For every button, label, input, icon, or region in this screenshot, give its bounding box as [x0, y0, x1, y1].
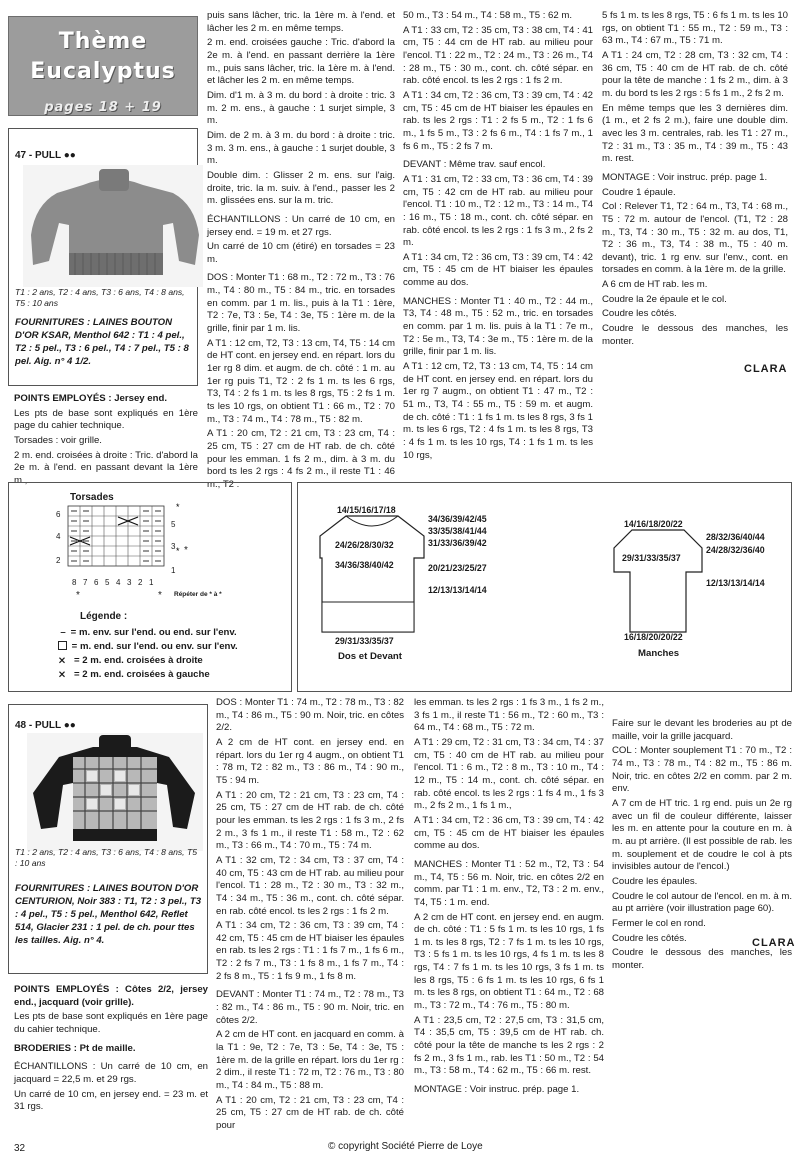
sleeve-height-3: 12/13/13/14/14 [706, 578, 765, 588]
cross-left-icon: ⨯ [58, 668, 67, 680]
item48-supplies: FOURNITURES : LAINES BOUTON D'OR CENTURION, Noir 383 : T1, T2 : 3 pel., T3 : 4 pel., T5 : 5 pel., Menthol 642, Reflet 514, Glacier 231 : 1 pel. de ch. pour ttes les tailles. Aig. n° 4. [15, 883, 202, 946]
item47-col2-p7: DOS : Monter T1 : 68 m., T2 : 72 m., T3 : 76 m., T4 : 80 m., T5 : 84 m., tric. en torsades en comm. par 1 m. lis., puis à la T1 : 1ère, T2 : 7e, T3 : 5e, T4 : 3e, T5 : 1ère m. de la grille, finir par 1 m. lis. [207, 272, 395, 335]
item47-col1-p0: POINTS EMPLOYÉS : Jersey end. [14, 393, 168, 404]
svg-text:*: * [176, 502, 180, 512]
item48-col3-p4: A 2 cm de HT cont. en jersey end. en augm. de ch. côté : T1 : 5 fs 1 m. ts les 10 rgs, 1 fs 1 m. ts les 8 rgs, T2 : 7 fs 1 m. ts les 10 rgs, T3 : 5 fs 1 m. ts les 10 rgs, 4 fs 1 m. ts les 8 rgs, T4 : 7 fs 1 m. ts les 10 rgs, 3 fs 1 m. ts les 8 rgs, T5 : 6 fs 1 m. ts les 10 rgs, 6 fs 1 m. ts les 8 rgs, on obtient T1 : 64 m., T2 : 68 m., T3 : 72 m., T4 : 76 m., T5 : 80 m. [414, 911, 604, 1012]
body-top-width: 14/15/16/17/18 [337, 505, 396, 515]
item47-col2-p6: Un carré de 10 cm (étiré) en torsades = 23 m. [207, 241, 395, 265]
legend-item-cross-left-text: = 2 m. end. croisées à gauche [74, 668, 210, 680]
empty-square-icon [58, 641, 67, 650]
item47-col4-p2: En même temps que les 3 dernières dim. (1 m., et 2 fs 2 m.), faire une double dim. avec les 3 m. centrales, rab. les T1 : 27 m., T2 : 31 m., T3 : 35 m., T4 : 39 m., T5 : 43 m. rest. [602, 102, 788, 165]
body-height-1: 34/36/39/42/45 [428, 514, 487, 524]
torsades-col-8: 8 [72, 578, 77, 587]
item47-col3-p5: A T1 : 34 cm, T2 : 36 cm, T3 : 39 cm, T4 : 42 cm, T5 : 45 cm de HT biaiser les épaules comme au dos. [403, 251, 593, 289]
item47-signature: CLARA [744, 363, 788, 375]
cross-right-icon: ⨯ [58, 654, 67, 666]
body-height-4: 20/21/23/25/27 [428, 563, 487, 573]
item47-col4-p7: Coudre la 2e épaule et le col. [602, 293, 727, 305]
torsades-star-right: * [158, 590, 162, 601]
item47-col3-p0: 50 m., T3 : 54 m., T4 : 58 m., T5 : 62 m. [403, 10, 573, 21]
item47-col3-p2: A T1 : 34 cm, T2 : 36 cm, T3 : 39 cm, T4 : 42 cm, T5 : 45 cm de HT biaiser les épaules en rab. ts les 2 rgs : T1 : 2 fs 5 m., T2 : 1 fs 6 m., 1 fs 5 m., T3 : 2 fs 6 m., T4 : 1 fs 7 m., 1 fs 6 m., T5 : 2 fs 7 m. [403, 89, 593, 152]
torsades-col-5: 5 [105, 578, 110, 587]
torsades-row-1: 1 [171, 566, 176, 575]
item47-col3-p6: MANCHES : Monter T1 : 40 m., T2 : 44 m., T3, T4 : 48 m., T5 : 52 m., tric. en torsades en comm. par 1 m. lis. puis à la T1 : 7e m., T2 : 5e m., T3, T4 : 3e m., T5 : 1ère m. de la grille, finir par 1 m. lis. [403, 295, 593, 358]
body-neck-depth: 24/26/28/30/32 [335, 540, 394, 550]
item47-col3 [403, 10, 593, 464]
item47-col1-p1: Les pts de base sont expliqués en 1ère page du cahier technique. [14, 407, 198, 432]
item48-col1-p4: Un carré de 10 cm, en jersey end. = 23 m. et 31 rgs. [14, 1088, 208, 1113]
item47-col3-p7: A T1 : 12 cm, T2, T3 : 13 cm, T4, T5 : 14 cm de HT cont. en jersey end. en répart. lors du 1er rg 7 augm., on obtient T1 : 47 m., T2 : 51 m., T3, T4 : 55 m., T5 : 59 m. et augm. de ch. côté : T1 : 1 fs 1 m. ts les 8 rgs, 3 fs 1 m. ts les 6 rgs, T2 : 4 fs 1 m. ts les 8 rgs, T3 : 4 fs 1 m. ts les 10 rgs, T4 : 1 fs 1 m. ts les 10 rgs, [403, 361, 593, 461]
sleeve-bottom-width: 16/18/20/20/22 [624, 632, 683, 642]
item48-col4-p0: Faire sur le devant les broderies au pt de maille, voir la grille jacquard. [612, 718, 792, 742]
sleeve-mid-width: 29/31/33/35/37 [622, 553, 681, 563]
item47-col2 [207, 10, 395, 494]
item47-col3-p1: A T1 : 33 cm, T2 : 35 cm, T3 : 38 cm, T4 : 41 cm, T5 : 44 cm de HT rab. au milieu pour l'encol. T1 : 22 m., T2 : 24 m., T3 : 26 m., T4 : 28 m., T5 : 30 m., cont. ch. côté sépar. en rab. côté encol. ts les 2 rgs : 1 fs 2 m. [403, 24, 593, 87]
theme-header [8, 16, 198, 116]
item47-col1 [14, 393, 198, 490]
item48-sweater-photo [27, 733, 203, 851]
item48-title: 48 - PULL ●● [15, 720, 76, 731]
item48-col4-p6: Coudre les côtés. [612, 932, 687, 944]
legend-item-knit-text: = m. end. sur l'end. ou env. sur l'env. [71, 640, 238, 652]
legend-item-cross-left [58, 668, 238, 682]
legend-list [58, 626, 238, 682]
item48-signature: CLARA [752, 937, 796, 949]
item48-col1-p2: BRODERIES : Pt de maille. [14, 1042, 136, 1054]
item48-col4-p3: Coudre les épaules. [612, 875, 698, 887]
torsades-row-2: 2 [56, 556, 61, 565]
item47-col2-p2: Dim. d'1 m. à 3 m. du bord : à droite : tric. 3 m. 2 m. ens., à gauche : 1 surjet simple, 3 m. [207, 89, 395, 127]
item48-col2-p6: A 2 cm de HT cont. en jacquard en comm. à la T1 : 9e, T2 : 7e, T3 : 5e, T4 : 3e, T5 : 1ère m. de la grille en répart. lors du 1er rg : 2 dim., il reste T1 : 72 m, T2 : 76 m., T3 : 80 m., T4 : 84 m., T5 : 88 m. [216, 1029, 404, 1092]
legend-title: Légende : [80, 611, 128, 622]
item48-col4-p5: Fermer le col en rond. [612, 917, 706, 929]
torsades-row-5: 5 [171, 520, 176, 529]
item48-col2-p4: A T1 : 34 cm, T2 : 36 cm, T3 : 39 cm, T4 : 42 cm, T5 : 45 cm de HT biaiser les épaules en rab. ts les 2 rgs : T1 : 1 fs 7 m., 1 fs 6 m., T2 : 2 fs 7 m., T3 : 1 fs 8 m., 1 fs 7 m., T4 : 2 fs 8 m., T5 : 1 fs 9 m., 1 fs 8 m. [216, 920, 404, 982]
item48-col1-p3: ÉCHANTILLONS : Un carré de 10 cm, en jacquard = 22,5 m. et 29 rgs. [14, 1061, 208, 1085]
item47-title: 47 - PULL ●● [15, 150, 76, 161]
item47-supplies: FOURNITURES : LAINES BOUTON D'OR KSAR, Menthol 642 : T1 : 4 pel., T2 : 5 pel., T3 : 6 pel., T4 : 7 pel., T5 : 8 pel. Aig. n° 4 1/2. [15, 317, 189, 367]
body-height-5: 12/13/13/14/14 [428, 585, 487, 595]
item48-col3-p6: MONTAGE : Voir instruc. prép. page 1. [414, 1084, 580, 1096]
legend-item-purl [58, 626, 238, 640]
copyright-notice: © copyright Société Pierre de Loye [328, 1141, 483, 1152]
body-height-3: 31/33/36/39/42 [428, 538, 487, 548]
torsades-repeat-note: Répéter de * à * [174, 591, 222, 598]
item48-col2-p7: A T1 : 20 cm, T2 : 21 cm, T3 : 23 cm, T4 : 25 cm, T5 : 27 cm de HT rab. de ch. côté pour [216, 1094, 404, 1131]
torsades-star-left: * [76, 590, 80, 601]
legend-item-cross-right-text: = 2 m. end. croisées à droite [74, 654, 203, 666]
item47-sweater-photo [23, 165, 203, 287]
item47-col2-p9: A T1 : 20 cm, T2 : 21 cm, T3 : 23 cm, T4 : 25 cm, T5 : 27 cm de HT rab. de ch. côté pour les emman. 1 fs 2 m., dim. à 3 m. du bord ts les 2 rgs : 4 fs 2 m., il reste T1 : 46 m., T2 : [207, 428, 395, 490]
item48-col3-p1: A T1 : 29 cm, T2 : 31 cm, T3 : 34 cm, T4 : 37 cm, T5 : 40 cm de HT rab. au milieu pour l'encol. T1 : 6 m., T2 : 8 m., T3 : 10 m., T4 : 12 m., T5 : 14 m., cont. ch. côté sépar. en rab. côté encol. ts les 2 rgs : 1 fs 4 m., 1 fs 3 m., 2 fs 2 m., 1 fs 1 m., [414, 736, 604, 812]
item48-col3-p2: A T1 : 34 cm, T2 : 36 cm, T3 : 39 cm, T4 : 42 cm, T5 : 45 cm de HT biaiser les épaules comme au dos. [414, 814, 604, 852]
theme-title-line1: Thème [58, 29, 148, 54]
body-label: Dos et Devant [338, 651, 402, 662]
torsades-row-3: 3 [171, 542, 176, 551]
item48-col4-p2: A 7 cm de HT tric. 1 rg end. puis un 2e rg avec un fil de couleur différente, laisser les m. en attente pour la couture en m. à m. au pt arrière. (Il est possible de rab. les m. souplement et de coudre le col à pts invisibles autour de l'encol.) [612, 797, 792, 873]
torsades-star-side: * [184, 545, 188, 556]
item47-col3-p4: A T1 : 31 cm, T2 : 33 cm, T3 : 36 cm, T4 : 39 cm, T5 : 42 cm de HT rab. au milieu pour l'encol. T1 : 10 m., T2 : 12 m., T3 : 14 m., T4 : 16 m., T5 : 18 m., cont. ch. côté sépar. en rab. côté encol. ts les 2 rgs : 1 fs 3 m., 2 fs 2 m. [403, 173, 593, 249]
item47-col2-p4: Double dim. : Glisser 2 m. ens. sur l'aig. droite, tric. la m. suiv. à l'end., passer les 2 m. glissées ens. sur la m. tric. [207, 169, 395, 207]
torsades-row-4: 4 [56, 532, 61, 541]
svg-text:*: * [176, 546, 180, 556]
item47-col4-p9: Coudre le dessous des manches, les monter. [602, 323, 788, 347]
item48-col2-p5: DEVANT : Monter T1 : 74 m., T2 : 78 m., T3 : 82 m., T4 : 86 m., T5 : 90 m. Noir, tric. en côtes 2/2. [216, 989, 404, 1026]
item48-col3 [414, 697, 604, 1099]
item47-col4-p3: MONTAGE : Voir instruc. prép. page 1. [602, 171, 768, 183]
theme-title-line2: Eucalyptus [30, 59, 176, 84]
item47-col4-p6: A 6 cm de HT rab. les m. [602, 279, 708, 291]
torsades-col-4: 4 [116, 578, 121, 587]
torsades-col-labels [72, 578, 160, 589]
item48-box [8, 704, 208, 974]
item47-col2-p1: 2 m. end. croisées gauche : Tric. d'abord la 2e m. à l'end. en passant derrière la 1ère m., puis sans lâcher, tric. la 1ère m. à l'end. et lâcher les 2 m. en même temps. [207, 37, 395, 87]
legend-item-cross-right [58, 654, 238, 668]
item48-col1-p0: POINTS EMPLOYÉS : Côtes 2/2, jersey end., jacquard (voir grille). [14, 984, 208, 1008]
item47-col3-p3: DEVANT : Même trav. sauf encol. [403, 159, 546, 171]
torsades-col-7: 7 [83, 578, 88, 587]
item47-box [8, 128, 198, 386]
page-number: 32 [14, 1143, 26, 1154]
item47-col4-p8: Coudre les côtés. [602, 308, 677, 320]
legend-item-knit [58, 640, 238, 654]
body-bottom-width: 29/31/33/35/37 [335, 636, 394, 646]
torsades-col-6: 6 [94, 578, 99, 587]
item48-col4-p4: Coudre le col autour de l'encol. en m. à m. au pt arrière (voir illustration page 60). [612, 890, 792, 915]
sleeve-height-2: 24/28/32/36/40 [706, 545, 765, 555]
body-height-2: 33/35/38/41/44 [428, 526, 487, 536]
item48-col2-p3: A T1 : 32 cm, T2 : 34 cm, T3 : 37 cm, T4 : 40 cm, T5 : 43 cm de HT rab. au milieu pour l'encol. T1 : 28 m., T2 : 30 m., T3 : 32 m., T4 : 34 m., T5 : 36 m., cont. ch. côté sépar. en rab. côté encol. ts les 2 rgs : 1 fs 2 m. [216, 854, 404, 917]
item47-sizes: T1 : 2 ans, T2 : 4 ans, T3 : 6 ans, T4 : 8 ans, T5 : 10 ans [15, 287, 185, 309]
item47-col2-p8: A T1 : 12 cm, T2, T3 : 13 cm, T4, T5 : 14 cm de HT cont. en jersey end. en répart. lors du 1er rg 8 dim. et augm. de ch. côté : 1 m. au 1er rg puis T1, T2 : 2 fs 1 m. ts les 6 rgs, T3, T4 : 2 fs 1 m. ts les 8 rgs, T5 : 2 fs 1 m. ts les 10 rgs, on obtient T1 : 66 m., T2 : 70 m., T3 : 74 m., T4 : 78 m., T5 : 82 m. [207, 337, 395, 425]
item48-sizes: T1 : 2 ans, T2 : 4 ans, T3 : 6 ans, T4 : 8 ans, T5 : 10 ans [15, 847, 197, 869]
torsades-col-1: 1 [149, 578, 154, 587]
torsades-col-3: 3 [127, 578, 132, 587]
item47-col1-p3: 2 m. end. croisées à droite : Tric. d'abord la 2e m. à l'end. en passant devant la 1ère m., [14, 449, 198, 486]
theme-pages: pages 18 + 19 [44, 100, 162, 115]
item48-col3-p3: MANCHES : Monter T1 : 52 m., T2, T3 : 54 m., T4, T5 : 56 m. Noir, tric. en côtes 2/2 en comm. par T1 : 1 m. env., T2, T3 : 2 m. env., T4, T5 : 1 m. end. [414, 858, 604, 908]
torsades-row-6: 6 [56, 510, 61, 519]
item48-col3-p0: les emman. ts les 2 rgs : 1 fs 3 m., 1 fs 2 m., 3 fs 1 m., il reste T1 : 56 m., T2 : 60 m., T3 : 64 m., T4 : 68 m., T5 : 72 m. [414, 697, 604, 734]
sleeve-height-1: 28/32/36/40/44 [706, 532, 765, 542]
item47-col2-p0: puis sans lâcher, tric. la 1ère m. à l'end. et lâcher les 2 m. en même temps. [207, 10, 395, 34]
item47-col2-p5: ÉCHANTILLONS : Un carré de 10 cm, en jersey end. = 19 m. et 27 rgs. [207, 213, 395, 238]
item48-col3-p5: A T1 : 23,5 cm, T2 : 27,5 cm, T3 : 31,5 cm, T4 : 35,5 cm, T5 : 39,5 cm de HT rab. ch. côté pour la tête de manche ts les 2 rgs : 2 fs 2 m., 3 fs 1 m., rab. les T1 : 50 m., T2 : 54 m., T3 : 58 m., T4 : 62 m., T5 : 66 m. rest. [414, 1014, 604, 1077]
legend-item-purl-text: = m. env. sur l'end. ou end. sur l'env. [70, 627, 237, 638]
item47-col4-p4: Coudre 1 épaule. [602, 186, 676, 198]
item47-col4-p0: 5 fs 1 m. ts les 8 rgs, T5 : 6 fs 1 m. ts les 10 rgs, on obtient T1 : 55 m., T2 : 59 m., T3 : 63 m., T4 : 67 m., T5 : 71 m. [602, 10, 788, 47]
body-schematic [318, 510, 428, 640]
item48-col1-p1: Les pts de base sont expliqués en 1ère page du cahier technique. [14, 1011, 208, 1035]
item48-col2-p0: DOS : Monter T1 : 74 m., T2 : 78 m., T3 : 82 m., T4 : 86 m., T5 : 90 m. Noir, tric. en côtes 2/2. [216, 697, 404, 734]
item48-col2 [216, 697, 404, 1135]
body-armhole-width: 34/36/38/40/42 [335, 560, 394, 570]
item47-col4-p5: Col : Relever T1, T2 : 64 m., T3, T4 : 68 m., T5 : 72 m. autour de l'encol. (T1, T2 : 28 m., T3, T4 : 30 m., T5 : 32 m. au dos, T1, T2 : 36 m., T3, T4 : 38 m., T5 : 40 m. devant), tric. 1 rg env. sur l'env., cont. en torsades en comm. à la 1ère m. de la grille. [602, 201, 788, 276]
item48-col2-p2: A T1 : 20 cm, T2 : 21 cm, T3 : 23 cm, T4 : 25 cm, T5 : 27 cm de HT rab. de ch. côté pour les emman. ts les 2 rgs : 1 fs 3 m., 2 fs 2 m., 3 fs 1 m., il reste T1 : 58 m., T2 : 62 m., T3 : 66 m., T4 : 70 m., T5 : 74 m. [216, 789, 404, 852]
torsades-title: Torsades [70, 492, 114, 503]
sleeve-top-width: 14/16/18/20/22 [624, 519, 683, 529]
item47-col1-p2: Torsades : voir grille. [14, 434, 102, 446]
item47-col4 [602, 10, 788, 350]
item48-col4-p7: Coudre le dessous des manches, les monter. [612, 947, 792, 971]
item48-col1 [14, 984, 208, 1116]
sleeve-label: Manches [638, 648, 680, 659]
item48-col2-p1: A 2 cm de HT cont. en jersey end. en répart. lors du 1er rg 4 augm., on obtient T1 : 78 m, T2 : 82 m., T3 : 86 m., T4 : 90 m., T5 : 94 m. [216, 736, 404, 786]
sleeve-schematic [612, 528, 704, 638]
item47-col2-p3: Dim. de 2 m. à 3 m. du bord : à droite : tric. 3 m. 3 m. ens., à gauche : 1 surjet double, 3 m. [207, 129, 395, 167]
torsades-col-2: 2 [138, 578, 143, 587]
item48-col4-p1: COL : Monter souplement T1 : 70 m., T2 : 74 m., T3 : 78 m., T4 : 82 m., T5 : 86 m. Noir, tric. en côtes 2/2 en comm. par 2 m. env. [612, 745, 792, 795]
dash-symbol-icon: – [60, 627, 66, 638]
item47-col4-p1: A T1 : 24 cm, T2 : 28 cm, T3 : 32 cm, T4 : 36 cm, T5 : 40 cm de HT rab. de ch. côté pour la tête de manche : 1 fs 2 m., dim. à 3 m. du bord ts les 2 rgs : 5 fs 1 m., 2 fs 2 m. [602, 49, 788, 99]
